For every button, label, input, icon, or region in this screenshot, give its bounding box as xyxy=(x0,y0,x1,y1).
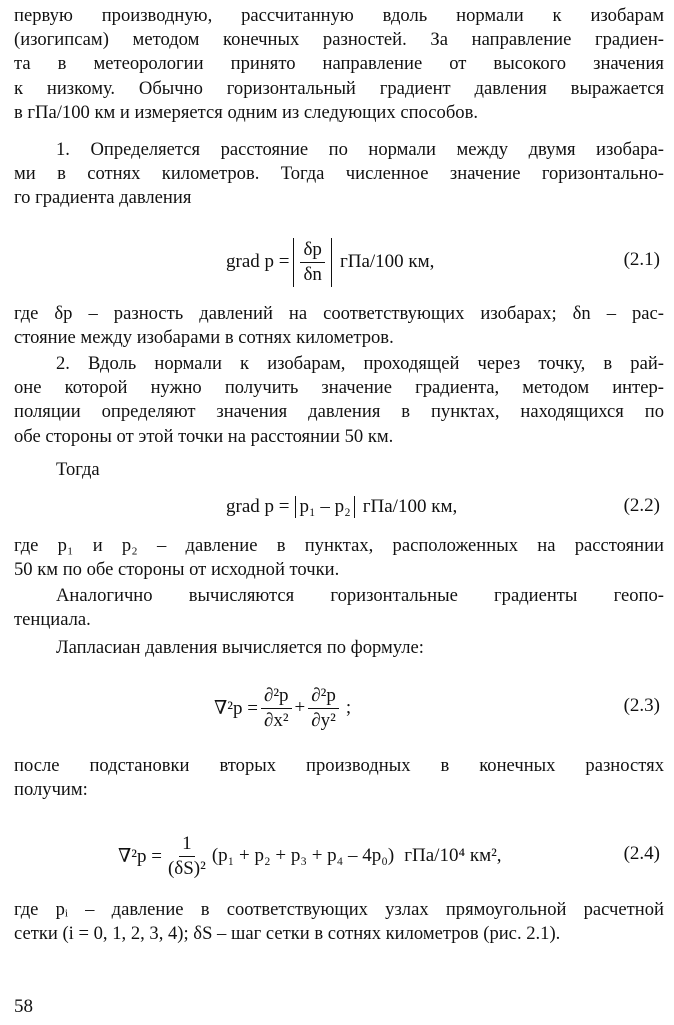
equation-2-1 xyxy=(0,232,674,292)
eq-expression: (p₁ + p₂ + p₃ + p₄ – 4p₀) xyxy=(211,845,395,866)
eq-unit: гПа/10⁴ км², xyxy=(404,845,502,866)
equation-2-2 xyxy=(0,492,674,522)
text-line: обе стороны от этой точки на расстоянии 50 км. xyxy=(14,425,394,447)
fraction xyxy=(165,832,209,881)
text-line: оне которой нужно получить значение градиента, методом интер- xyxy=(14,377,664,399)
eq-unit: гПа/100 км, xyxy=(339,251,435,272)
paragraph-p1-p2-definition xyxy=(14,534,664,582)
eq-denominator: δn xyxy=(303,263,322,285)
paragraph-geopotential xyxy=(14,584,664,632)
text-line: стояние между изобарами в сотнях километров. xyxy=(14,327,394,349)
text-line: (изогипсам) методом конечных разностей. За направление градиен- xyxy=(14,29,664,51)
text-line: в гПа/100 км и измеряется одним из следующих способов. xyxy=(14,101,479,123)
text-line: та в метеорологии принято направление от высокого значения xyxy=(14,53,664,75)
eq-numerator: δp xyxy=(300,238,324,263)
paragraph-delta-definitions xyxy=(14,302,664,350)
text-line: после подстановки вторых производных в конечных разностях xyxy=(14,755,664,776)
paragraph-pi-definition xyxy=(14,898,664,946)
fraction xyxy=(300,238,324,287)
text-line: поляции определяют значения давления в пунктах, находящихся по xyxy=(14,401,664,423)
eq-denominator: ∂x² xyxy=(263,709,289,731)
paragraph-method-1 xyxy=(14,138,664,211)
paragraph-method-2 xyxy=(14,352,664,449)
text-line: где p₁ и p₂ – давление в пунктах, расположенных на расстоянии xyxy=(14,535,664,556)
paragraph-then xyxy=(14,458,664,482)
eq-denominator: ∂y² xyxy=(311,709,336,731)
eq-numerator: 1 xyxy=(179,832,195,857)
fraction xyxy=(308,684,339,733)
text-line: первую производную, рассчитанную вдоль нормали к изобарам xyxy=(14,5,664,26)
fraction xyxy=(261,684,292,733)
text-line: где pᵢ – давление в соответствующих узлах прямоугольной расчетной xyxy=(14,899,664,920)
eq-denominator: (δS)² xyxy=(167,857,206,879)
eq-abs-difference: p₁ – p₂ xyxy=(295,496,354,518)
text-line: Лапласиан давления вычисляется по формуле: xyxy=(56,637,424,658)
equation-label: (2.3) xyxy=(623,695,660,716)
text-line: где δp – разность давлений на соответствующих изобарах; δn – рас- xyxy=(14,303,664,324)
text-line: Тогда xyxy=(56,459,100,480)
text-line: 2. Вдоль нормали к изобарам, проходящей через точку, в рай- xyxy=(56,353,664,374)
eq-numerator: ∂²p xyxy=(308,684,339,709)
page-number: 58 xyxy=(14,996,33,1017)
eq-plus: + xyxy=(294,697,306,718)
text-line: тенциала. xyxy=(14,609,91,631)
equation-label: (2.4) xyxy=(623,843,660,864)
eq-lhs: ∇²p = xyxy=(118,845,162,867)
equation-label: (2.1) xyxy=(623,249,660,270)
text-line: Аналогично вычисляются горизонтальные градиенты геопо- xyxy=(56,585,664,606)
paragraph-laplacian-intro xyxy=(14,636,664,660)
text-line: 1. Определяется расстояние по нормали между двумя изобара- xyxy=(56,139,664,160)
eq-lhs: grad p = xyxy=(226,496,290,517)
text-line: 50 км по обе стороны от исходной точки. xyxy=(14,559,340,581)
eq-lhs: ∇²p = xyxy=(214,697,258,719)
eq-unit: гПа/100 км, xyxy=(362,496,458,517)
text-line: получим: xyxy=(14,779,88,801)
eq-tail: ; xyxy=(345,697,352,718)
eq-lhs: grad p = xyxy=(226,251,290,272)
text-line: к низкому. Обычно горизонтальный градиент давления выражается xyxy=(14,77,664,99)
paragraph-gradient-definition xyxy=(14,4,664,125)
paragraph-substitution xyxy=(14,754,664,802)
equation-2-4 xyxy=(0,824,674,888)
equation-label: (2.2) xyxy=(623,495,660,516)
text-line: сетки (i = 0, 1, 2, 3, 4); δS – шаг сетки в сотнях километров (рис. 2.1). xyxy=(14,923,561,945)
text-line: ми в сотнях километров. Тогда численное значение горизонтально- xyxy=(14,163,664,185)
text-line: го градиента давления xyxy=(14,187,192,209)
equation-2-3 xyxy=(0,676,674,740)
eq-numerator: ∂²p xyxy=(261,684,292,709)
